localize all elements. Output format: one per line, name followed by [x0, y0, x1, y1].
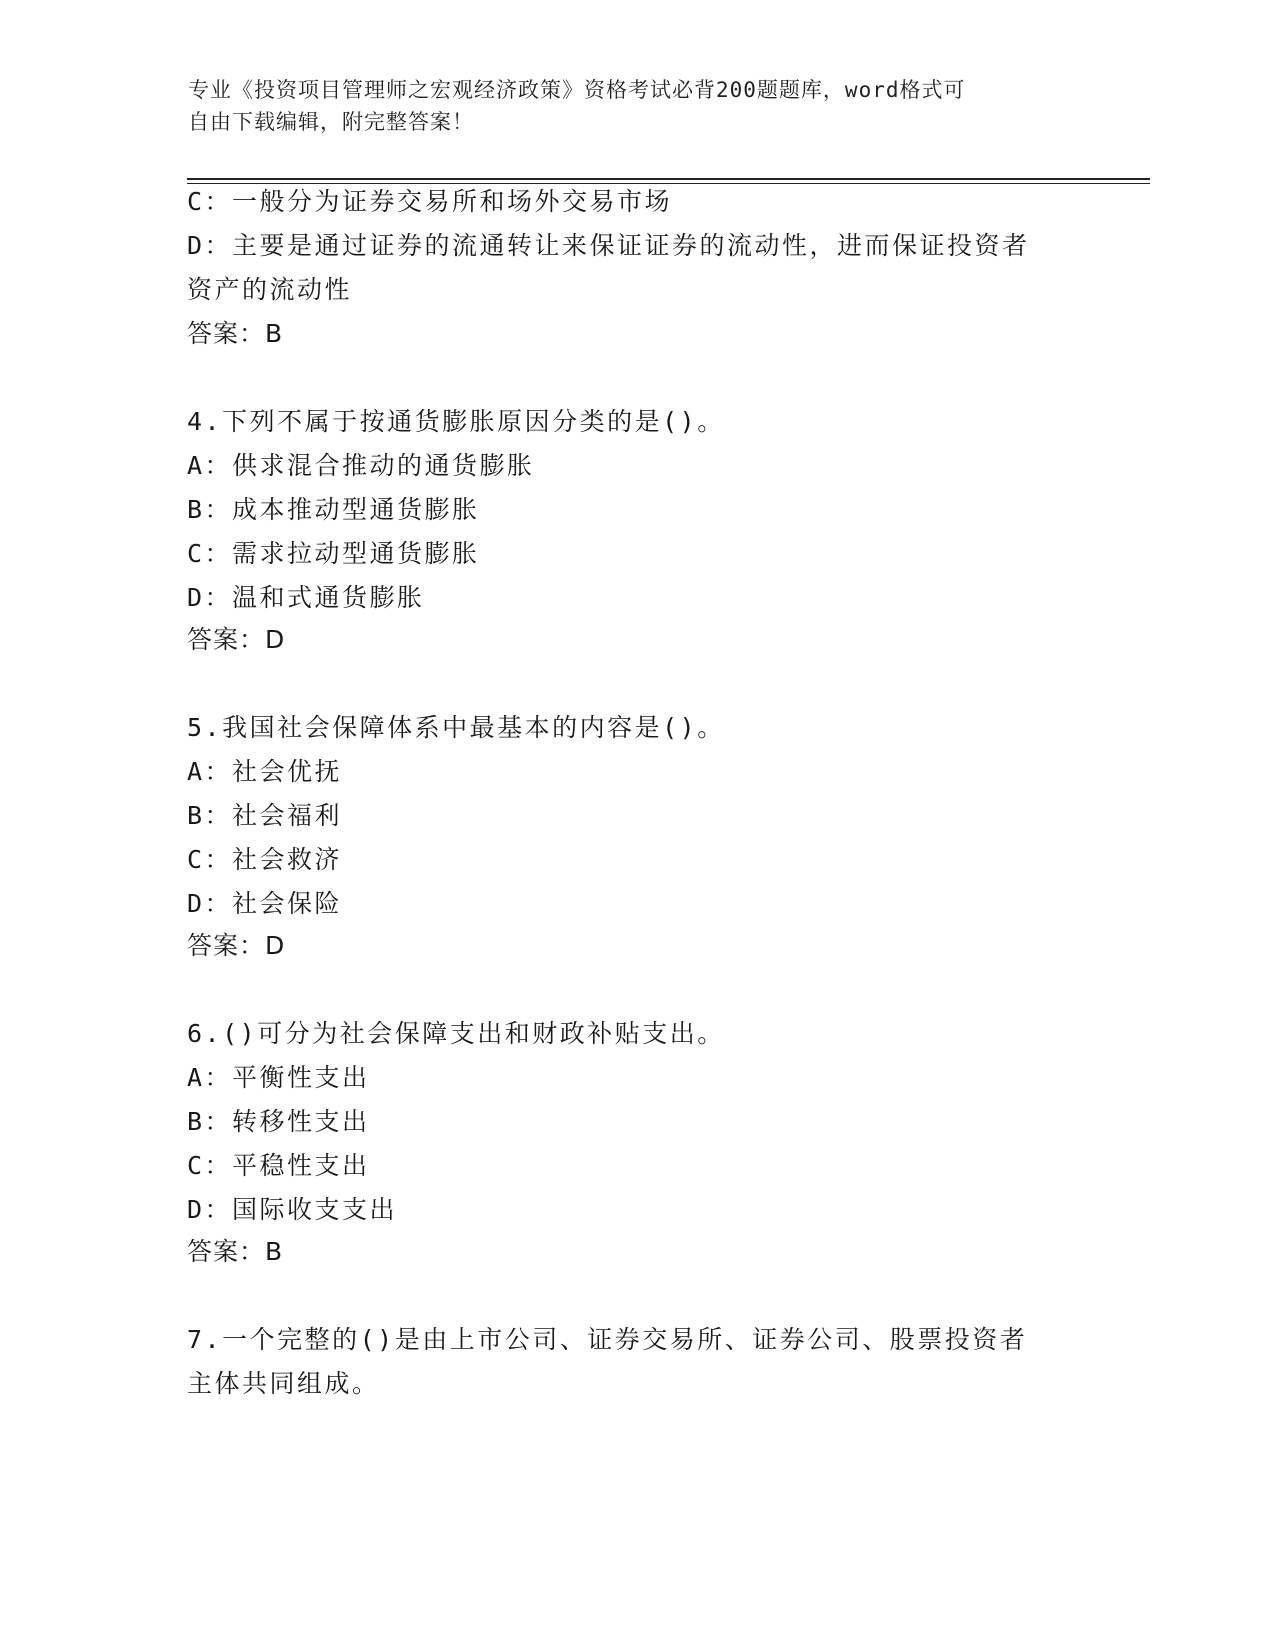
header-divider-thick	[187, 178, 1150, 180]
header-title-line-2: 自由下载编辑，附完整答案！	[188, 110, 474, 134]
question-stem: 6.()可分为社会保障支出和财政补贴支出。	[187, 1019, 725, 1048]
question-stem: 5.我国社会保障体系中最基本的内容是()。	[187, 713, 725, 742]
answer: 答案：D	[187, 625, 286, 654]
option-d-continuation: 资产的流动性	[187, 275, 353, 304]
option-b: B：社会福利	[187, 801, 343, 830]
option-d: D：温和式通货膨胀	[187, 583, 425, 612]
option-c: C：社会救济	[187, 845, 343, 874]
option-c: C：平稳性支出	[187, 1151, 370, 1180]
option-b: B：转移性支出	[187, 1107, 370, 1136]
answer: 答案：B	[187, 1237, 284, 1266]
option-a: A：平衡性支出	[187, 1063, 370, 1092]
option-a: A：供求混合推动的通货膨胀	[187, 451, 535, 480]
option-c: C：一般分为证券交易所和场外交易市场	[187, 187, 673, 216]
answer: 答案：B	[187, 319, 284, 348]
option-b: B：成本推动型通货膨胀	[187, 495, 480, 524]
question-stem-continuation: 主体共同组成。	[187, 1369, 380, 1398]
option-d: D：主要是通过证券的流通转让来保证证券的流动性，进而保证投资者	[187, 231, 1030, 260]
option-c: C：需求拉动型通货膨胀	[187, 539, 480, 568]
answer: 答案：D	[187, 931, 286, 960]
header-title-line-1: 专业《投资项目管理师之宏观经济政策》资格考试必背200题题库，word格式可	[188, 78, 966, 102]
question-stem: 7.一个完整的()是由上市公司、证券交易所、证券公司、股票投资者	[187, 1325, 1028, 1354]
option-a: A：社会优抚	[187, 757, 343, 786]
option-d: D：国际收支支出	[187, 1195, 398, 1224]
option-d: D：社会保险	[187, 889, 343, 918]
document-header	[188, 74, 1068, 138]
question-stem: 4.下列不属于按通货膨胀原因分类的是()。	[187, 407, 725, 436]
